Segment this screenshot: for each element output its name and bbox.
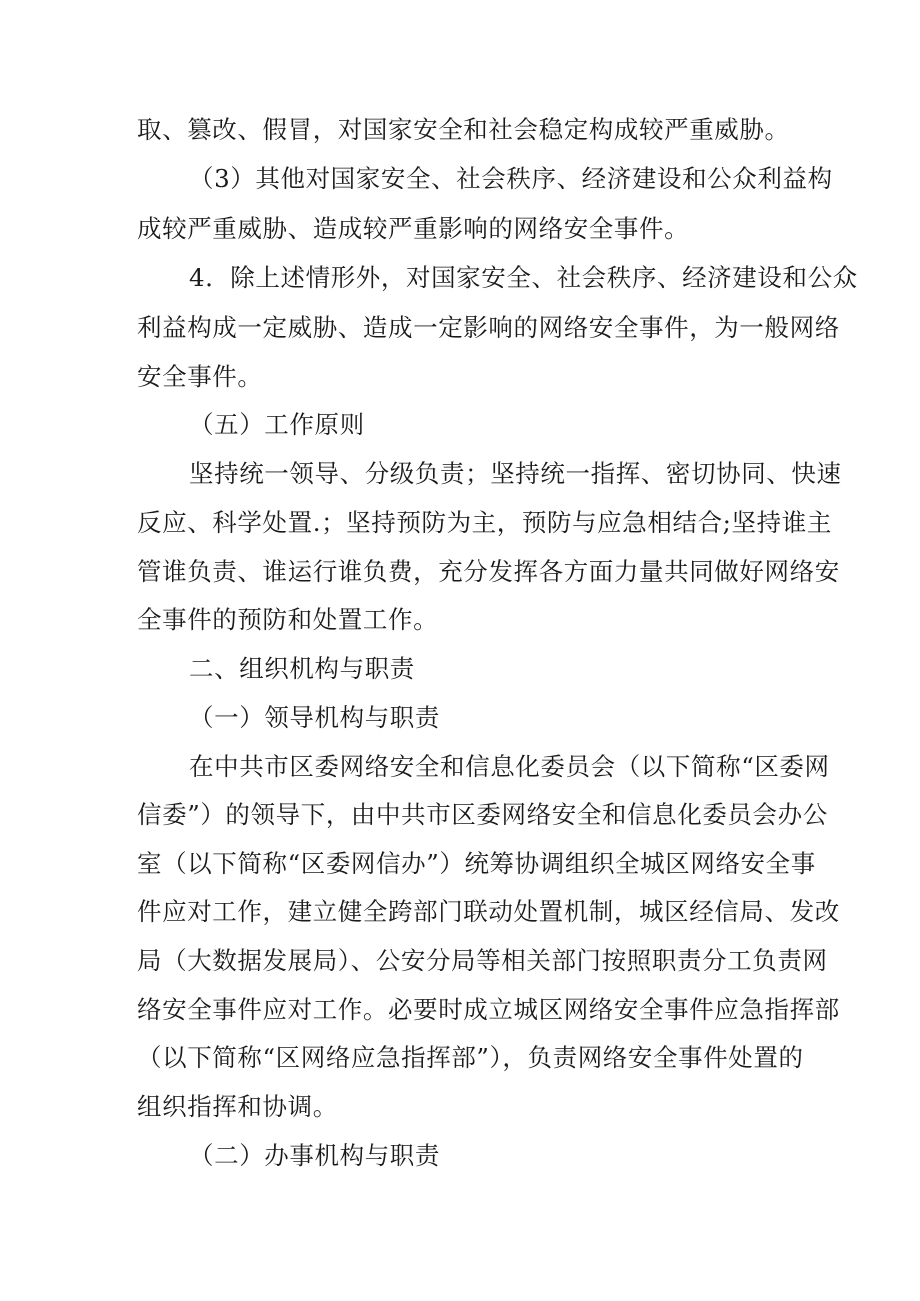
body-text-line: 安全事件。	[137, 362, 263, 391]
body-text-line: 件应对工作，建立健全跨部门联动处置机制，城区经信局、发改	[137, 897, 840, 926]
body-text-line: 利益构成一定威胁、造成一定影响的网络安全事件，为一般网络	[137, 313, 840, 342]
chapter-heading-organization: 二、组织机构与职责	[189, 654, 415, 683]
body-text-line: 室（以下简称“区委网信办”）统筹协调组织全城区网络安全事	[137, 849, 816, 878]
body-text-line: 全事件的预防和处置工作。	[137, 605, 439, 634]
body-text-line: 成较严重威胁、造成较严重影响的网络安全事件。	[137, 214, 690, 243]
paragraph-start: 在中共市区委网络安全和信息化委员会（以下简称“区委网	[189, 752, 830, 781]
body-text-line: 管谁负责、谁运行谁负费，充分发挥各方面力量共同做好网络安	[137, 557, 840, 586]
section-heading-principles: （五）工作原则	[189, 410, 365, 439]
section-heading-office: （二）办事机构与职责	[189, 1141, 440, 1170]
body-text-line: （以下简称“区网络应急指挥部”），负责网络安全事件处置的	[137, 1043, 804, 1072]
body-text-line: 反应、科学处置.；坚持预防为主，预防与应急相结合;坚持谁主	[137, 508, 832, 537]
body-text-line: 取、篡改、假冒，对国家安全和社会稳定构成较严重威胁。	[137, 115, 790, 144]
body-text-line: 局（大数据发展局）、公安分局等相关部门按照职责分工负责网	[137, 946, 828, 975]
list-item-heading: 4．除上述情形外，对国家安全、社会秩序、经济建设和公众	[189, 263, 858, 292]
body-text-line: 信委”）的领导下，由中共市区委网络安全和信息化委员会办公	[137, 800, 828, 829]
paragraph-start: 坚持统一领导、分级负责；坚持统一指挥、密切协同、快速	[189, 459, 842, 488]
body-text-line: 络安全事件应对工作。必要时成立城区网络安全事件应急指挥部	[137, 995, 840, 1024]
body-text-line: 组织指挥和协调。	[137, 1092, 338, 1121]
section-heading-leadership: （一）领导机构与职责	[189, 703, 440, 732]
list-item-heading: （3）其他对国家安全、社会秩序、经济建设和公众利益构	[189, 164, 833, 193]
